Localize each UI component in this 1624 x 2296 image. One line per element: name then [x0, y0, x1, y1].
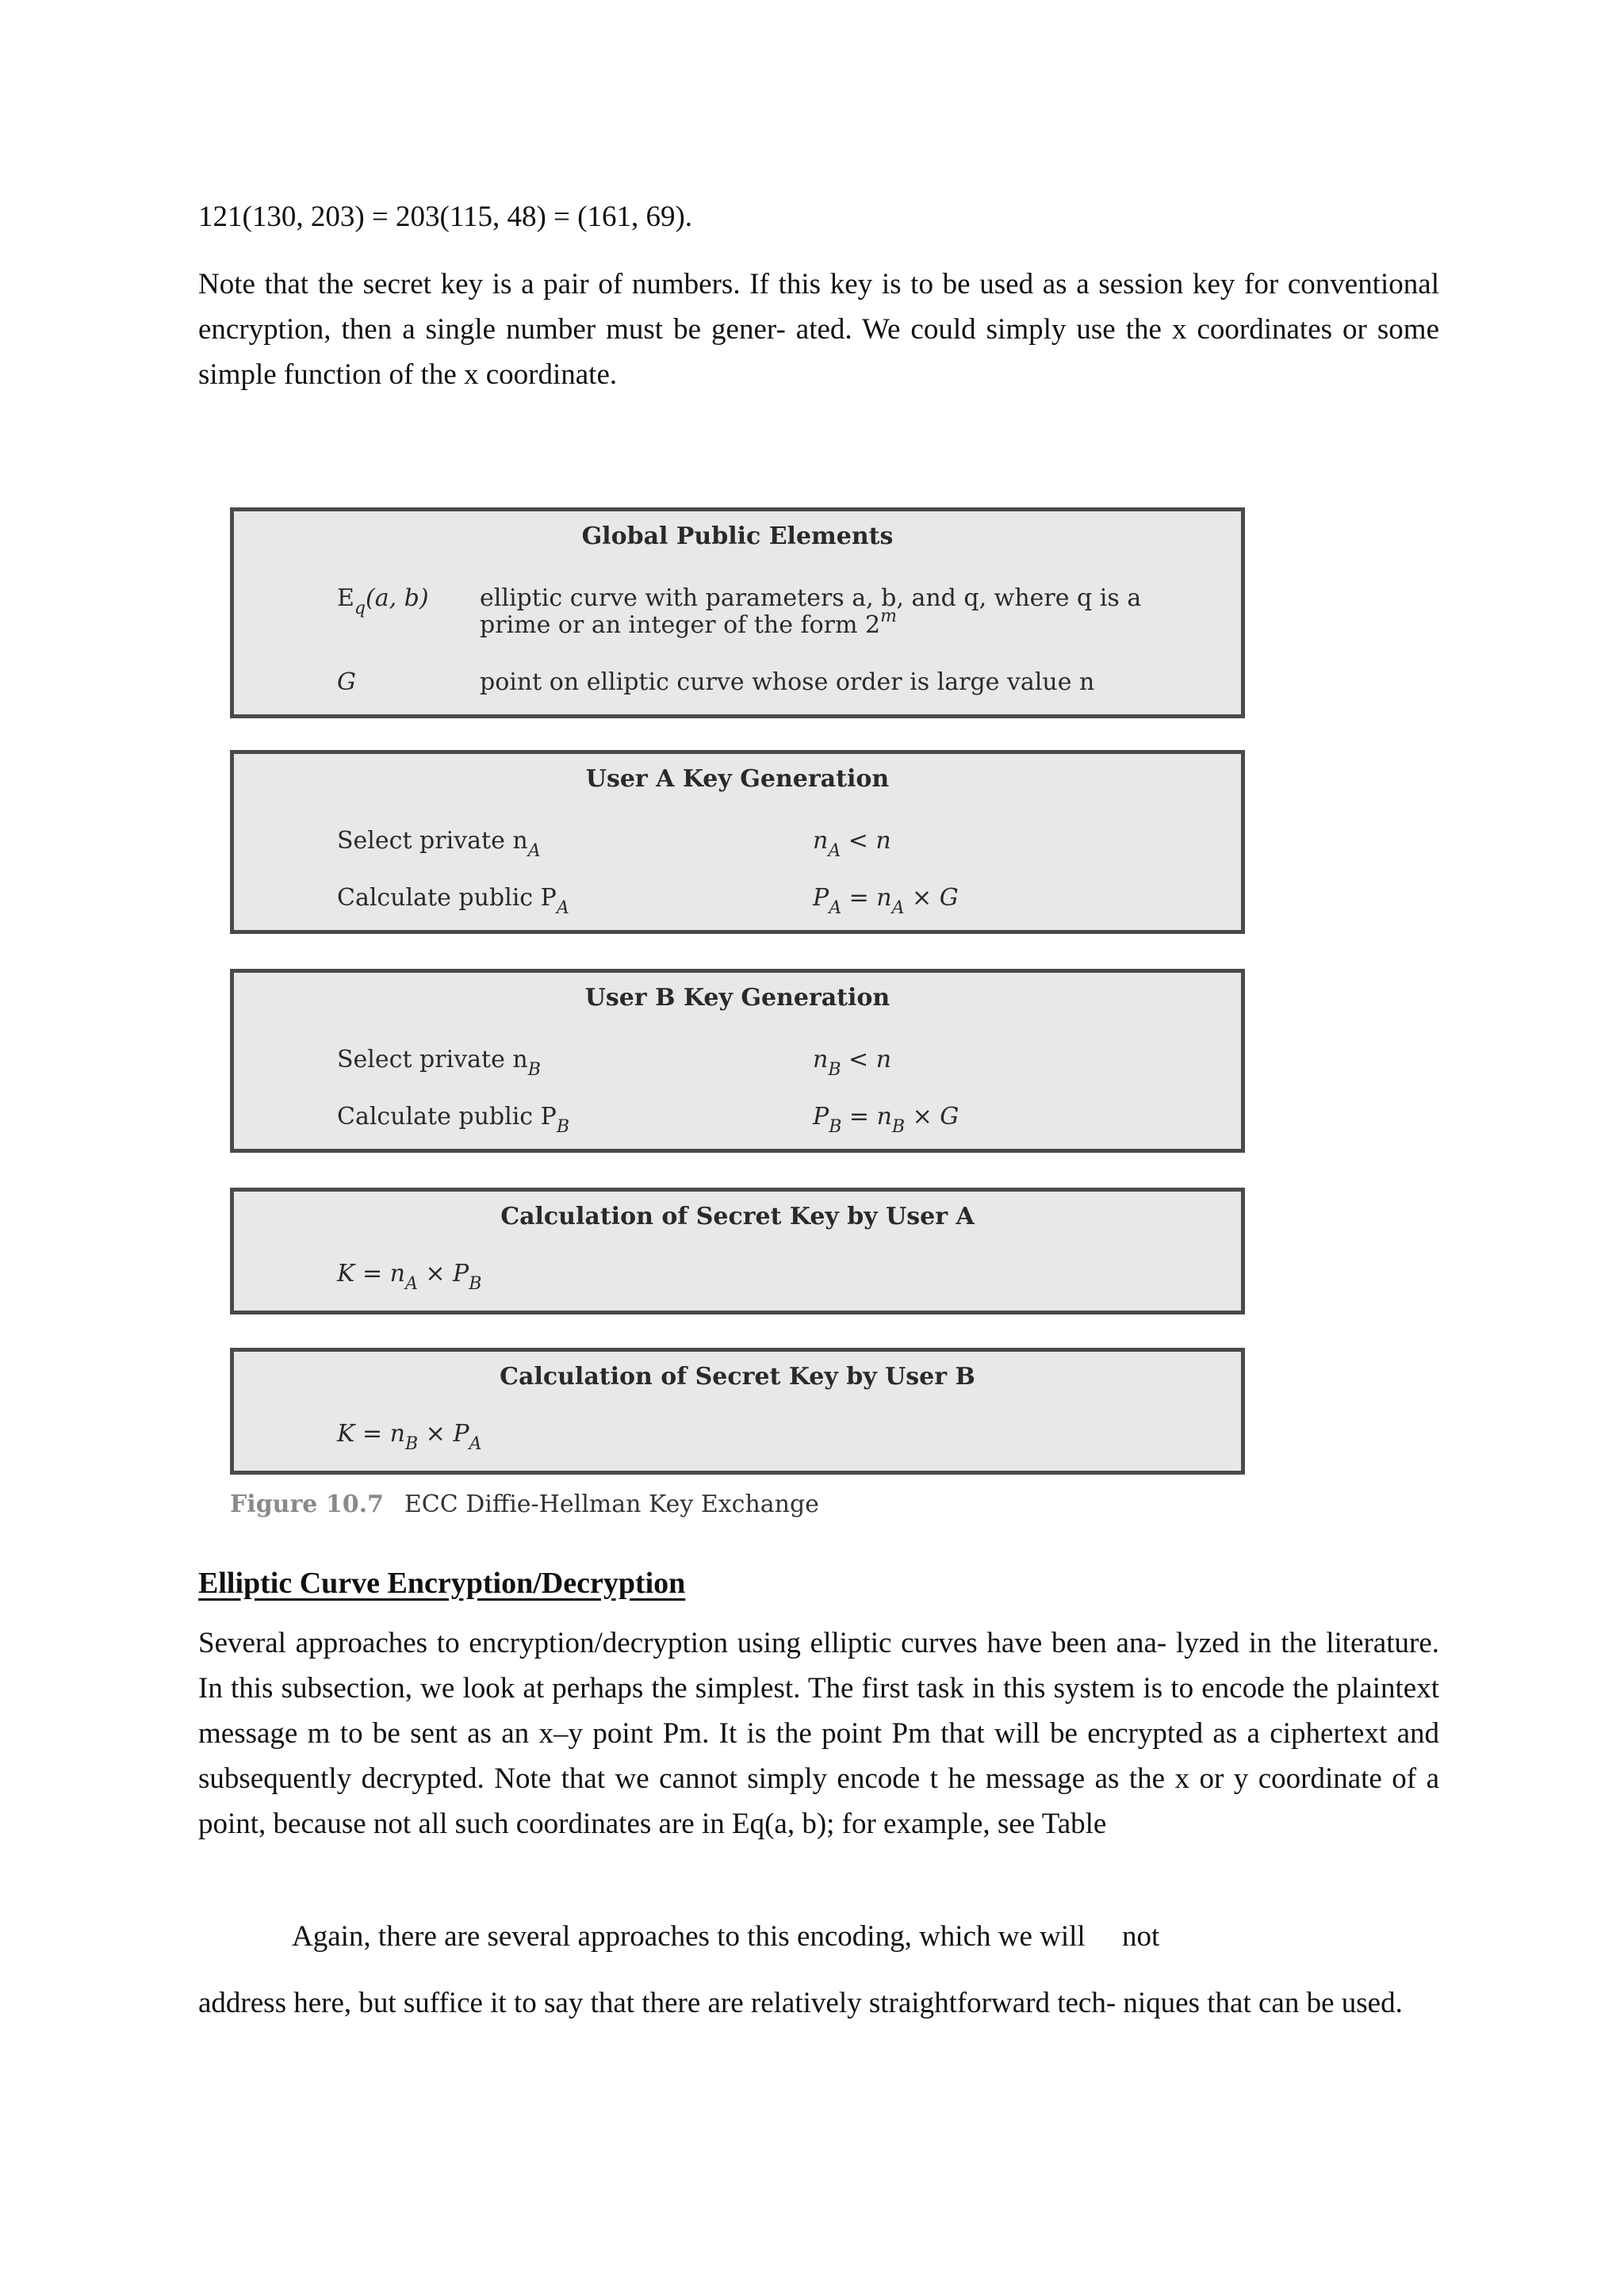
- secret-key-user-b-title: Calculation of Secret Key by User B: [500, 1363, 975, 1391]
- section-heading: Elliptic Curve Encryption/Decryption: [198, 1567, 686, 1600]
- section-paragraph: Several approaches to encryption/decryption using elliptic curves have been ana- lyzed in the literature. In this subsection, we look at perhaps the simplest. The first task in this system is to encode the plaintext message m to be sent as an x–y point Pm. It is the point Pm that will be encrypted as a ciphertext and subsequently decrypted. Note that we cannot simply encode t he message as the x or y coordinate of a point, because not all such coordinates are in Eq(a, b); for example, see Table: [198, 1627, 1439, 1840]
- user-b-key-generation-box: [230, 969, 1245, 1153]
- curve-symbol: $E_q(a$, b): [337, 584, 429, 618]
- top-equation: 121(130, 203) = 203(115, 48) = (161, 69).: [198, 201, 693, 233]
- point-symbol: G: [337, 668, 356, 696]
- secret-key-user-a-formula: $K = n_A \times P_B$: [337, 1260, 482, 1294]
- note-paragraph: Note that the secret key is a pair of numbers. If this key is to be used as a session key for conventional encryption, then a single number must be gener- ated. We could simply use the x coordinates or some simple function of the x coordinate.: [198, 268, 1439, 391]
- secret-key-user-a-box: [230, 1188, 1245, 1314]
- user-b-calculate-public-label: Calculate public $P_B$: [337, 1103, 569, 1137]
- secret-key-user-a-title: Calculation of Secret Key by User A: [500, 1203, 975, 1230]
- user-a-select-private-label: Select private $n_A$: [337, 827, 541, 861]
- figure-caption: [230, 1490, 819, 1518]
- user-a-key-generation-box: [230, 750, 1245, 934]
- figure-number: Figure 10.7: [230, 1490, 384, 1518]
- user-b-private-constraint: $n_B < n$: [813, 1046, 892, 1080]
- user-a-private-constraint: $n_A < n$: [813, 827, 891, 861]
- curve-description-line1: elliptic curve with parameters a, b, and q, where q is a: [480, 584, 1142, 612]
- user-a-title: User A Key Generation: [585, 765, 890, 793]
- secret-key-user-b-box: [230, 1348, 1245, 1475]
- address-paragraph: address here, but suffice it to say that there are relatively straightforward tech- niques that can be used.: [198, 1987, 1403, 2019]
- user-a-calculate-public-label: Calculate public $P_A$: [337, 884, 569, 918]
- global-public-elements-title: Global Public Elements: [581, 522, 894, 550]
- global-public-elements-box: [230, 507, 1245, 718]
- user-b-title: User B Key Generation: [584, 984, 891, 1012]
- again-line: Again, there are several approaches to this encoding, which we will not: [292, 1920, 1160, 1953]
- secret-key-user-b-formula: $K = n_B \times P_A$: [337, 1420, 482, 1454]
- point-description: point on elliptic curve whose order is large value n: [480, 668, 1095, 696]
- user-a-public-formula: $P_A = n_A \times G$: [813, 884, 959, 918]
- user-b-select-private-label: Select private $n_B$: [337, 1046, 541, 1080]
- user-b-public-formula: $P_B = n_B \times G$: [813, 1103, 959, 1137]
- figure-caption-text: ECC Diffie-Hellman Key Exchange: [404, 1490, 819, 1518]
- curve-description-line2: prime or an integer of the form 2$^m$: [480, 607, 897, 639]
